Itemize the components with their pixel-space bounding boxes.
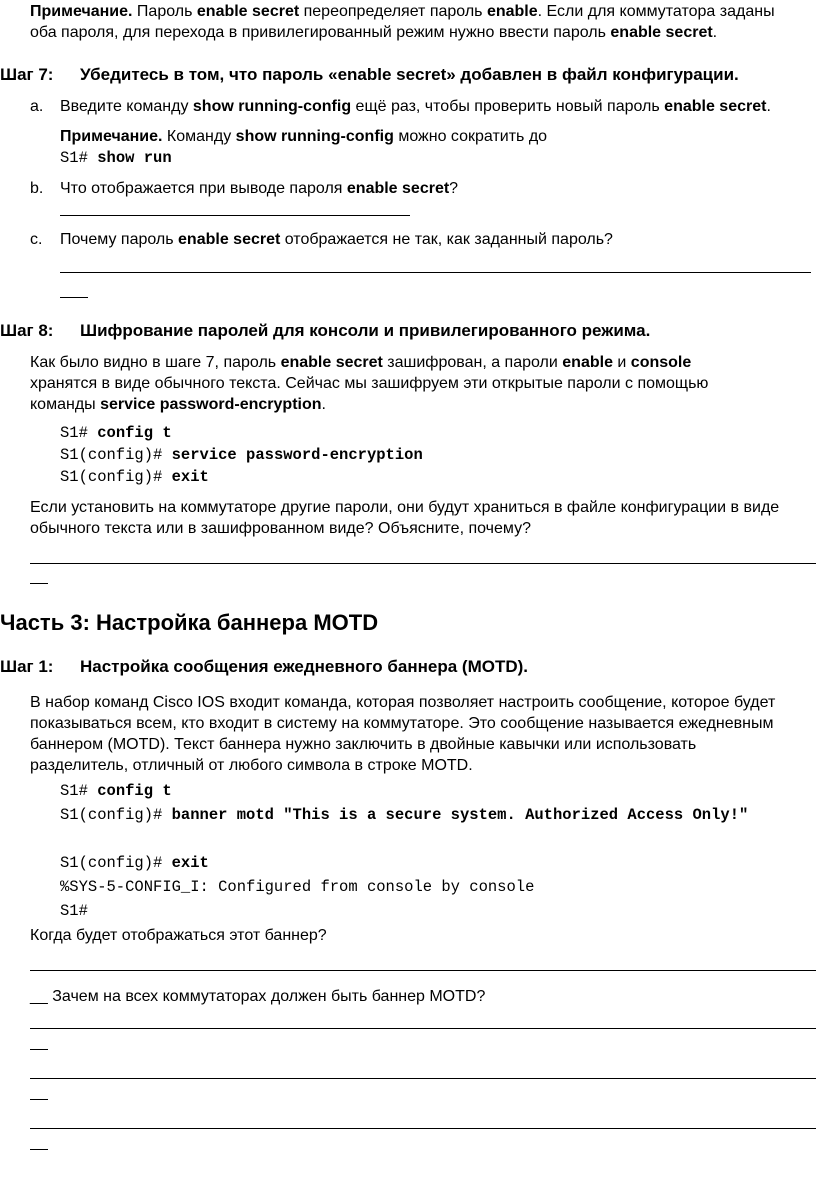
answer-line-p3-q2c — [30, 1128, 816, 1129]
answer-line-7c — [60, 272, 811, 273]
answer-line-p3-q2a-tail — [30, 1049, 48, 1050]
answer-line-8-tail — [30, 583, 48, 584]
step8-cmd2: S1(config)# service password-encryption — [60, 446, 423, 464]
step8-para-line1: Как было видно в шаге 7, пароль enable secret зашифрован, а пароли enable и console — [30, 354, 692, 371]
step7-title: Убедитесь в том, что пароль «enable secret» добавлен в файл конфигурации. — [80, 65, 739, 84]
step8-para-line3: команды service password-encryption. — [30, 396, 326, 413]
part3-cmd1: S1# config t — [60, 782, 172, 800]
part3-question1: Когда будет отображаться этот баннер? — [30, 927, 327, 944]
step8-label: Шаг 8: — [0, 321, 54, 340]
answer-line-p3-q1 — [30, 970, 816, 971]
step7-command: S1# show run — [60, 149, 172, 167]
part3-para-line2: показываться всем, кто входит в систему на коммутаторе. Это сообщение называется ежедневным — [30, 715, 774, 732]
step7-note: Примечание. Команду show running-config можно сократить до — [60, 128, 548, 145]
part3-title: Часть 3: Настройка баннера MOTD — [0, 610, 379, 635]
part3-question2: __ Зачем на всех коммутаторах должен быть баннер MOTD? — [30, 988, 486, 1005]
part3-para-line1: В набор команд Cisco IOS входит команда, которая позволяет настроить сообщение, которое будет — [30, 694, 776, 711]
intro-note-line2: оба пароля, для перехода в привилегированный режим нужно ввести пароль enable secret. — [30, 24, 718, 41]
step8-cmd1: S1# config t — [60, 424, 172, 442]
step8-para-line2: хранятся в виде обычного текста. Сейчас мы зашифруем эти открытые пароли с помощью — [30, 375, 709, 392]
step8-title: Шифрование паролей для консоли и привилегированного режима. — [80, 321, 651, 340]
intro-note-line1: Примечание. Пароль enable secret переопределяет пароль enable. Если для коммутатора заданы — [30, 3, 775, 20]
part3-para-line3: баннером (MOTD). Текст баннера нужно заключить в двойные кавычки или использовать — [30, 736, 697, 753]
step8-cmd3: S1(config)# exit — [60, 468, 209, 486]
step8-question-line2: обычного текста или в зашифрованном виде? Объясните, почему? — [30, 520, 531, 537]
answer-line-p3-q2a — [30, 1028, 816, 1029]
part3-cmd4-output: %SYS-5-CONFIG_I: Configured from console by console — [60, 878, 535, 896]
part3-cmd2: S1(config)# banner motd "This is a secure system. Authorized Access Only!" — [60, 806, 749, 824]
part3-cmd5-prompt: S1# — [60, 902, 88, 920]
step8-question-line1: Если установить на коммутаторе другие пароли, они будут храниться в файле конфигурации в виде — [30, 499, 780, 516]
answer-line-7b — [60, 215, 410, 216]
answer-line-p3-q2c-tail — [30, 1149, 48, 1150]
step7-item-c-text: Почему пароль enable secret отображается не так, как заданный пароль? — [60, 231, 613, 248]
answer-line-p3-q2b — [30, 1078, 816, 1079]
answer-line-8 — [30, 563, 816, 564]
step7-item-b-letter: b. — [30, 180, 44, 197]
part3-para-line4: разделитель, отличный от любого символа в строке MOTD. — [30, 757, 473, 774]
answer-line-p3-q2b-tail — [30, 1099, 48, 1100]
step7-item-c-letter: c. — [30, 231, 43, 248]
part3-step1-title: Настройка сообщения ежедневного баннера (MOTD). — [80, 657, 528, 676]
part3-cmd3: S1(config)# exit — [60, 854, 209, 872]
step7-label: Шаг 7: — [0, 65, 54, 84]
step7-item-b-text: Что отображается при выводе пароля enable secret? — [60, 180, 459, 197]
step7-item-a-letter: a. — [30, 98, 44, 115]
part3-step1-label: Шаг 1: — [0, 657, 54, 676]
step7-item-a-text: Введите команду show running-config ещё раз, чтобы проверить новый пароль enable secret. — [60, 98, 771, 115]
answer-line-7c-tail — [60, 297, 88, 298]
